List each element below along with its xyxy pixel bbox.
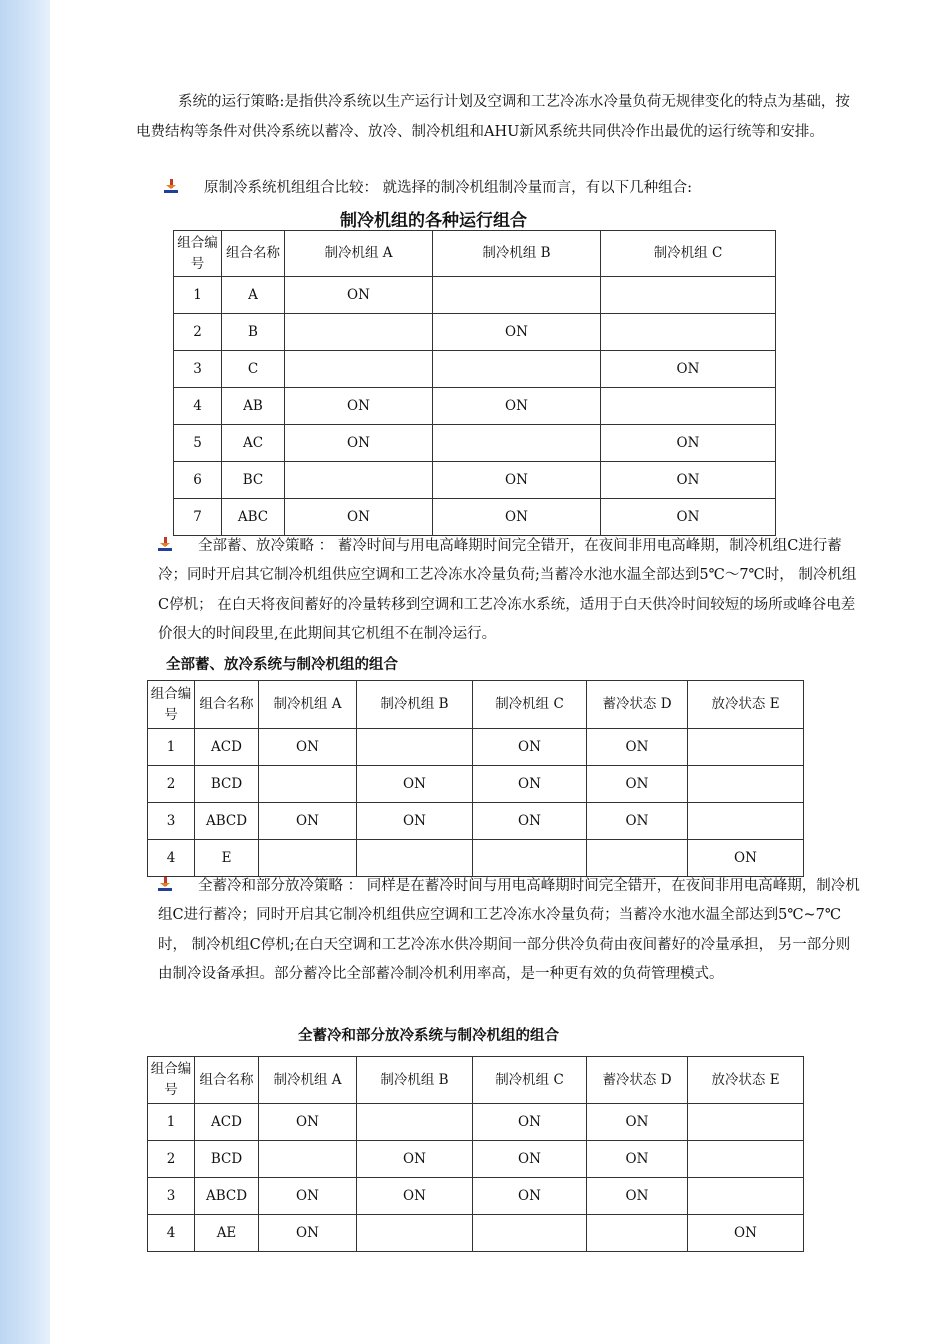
table-cell bbox=[285, 351, 433, 388]
table-row bbox=[148, 1178, 804, 1215]
table-cell bbox=[688, 803, 804, 840]
header-cell: 制冷机组 B bbox=[357, 681, 473, 729]
table-cell: AE bbox=[195, 1215, 259, 1252]
header-cell: 组合编号 bbox=[174, 231, 222, 277]
table-cell: ON bbox=[473, 1178, 587, 1215]
table-row bbox=[174, 388, 776, 425]
table-cell bbox=[259, 1141, 357, 1178]
table-cell bbox=[357, 729, 473, 766]
table-row bbox=[174, 314, 776, 351]
table-cell: 1 bbox=[174, 277, 222, 314]
table-cell bbox=[587, 840, 688, 877]
table-partial-storage-combinations bbox=[147, 1056, 804, 1252]
table-cell: ON bbox=[285, 388, 433, 425]
table-row bbox=[148, 840, 804, 877]
table-cell: ON bbox=[433, 388, 601, 425]
table1-title: 制冷机组的各种运行组合 bbox=[340, 211, 527, 231]
table-cell bbox=[688, 766, 804, 803]
table-cell: ON bbox=[285, 499, 433, 536]
table-cell: E bbox=[195, 840, 259, 877]
table-cell: ON bbox=[259, 803, 357, 840]
table-cell: ON bbox=[285, 277, 433, 314]
table-cell: ON bbox=[587, 766, 688, 803]
header-cell: 制冷机组 C bbox=[473, 1057, 587, 1104]
table-cell: ON bbox=[473, 803, 587, 840]
table-unit-combinations bbox=[173, 230, 776, 536]
table-cell bbox=[285, 314, 433, 351]
table-cell: 5 bbox=[174, 425, 222, 462]
table-cell bbox=[357, 1215, 473, 1252]
table-cell bbox=[688, 1104, 804, 1141]
table-cell: 3 bbox=[174, 351, 222, 388]
table-cell: ON bbox=[601, 351, 776, 388]
table-cell: 2 bbox=[148, 766, 195, 803]
table-cell: ON bbox=[259, 1178, 357, 1215]
table-cell bbox=[601, 277, 776, 314]
table-row bbox=[174, 499, 776, 536]
table-cell bbox=[688, 1178, 804, 1215]
intro-paragraph: 系统的运行策略:是指供冷系统以生产运行计划及空调和工艺冷冻水冷量负荷无规律变化的特点为基础，按电费结构等条件对供冷系统以蓄冷、放冷、制冷机组和AHU新风系统共同供冷作出最优的运行统等和安排。 bbox=[136, 94, 850, 140]
table-cell: ON bbox=[357, 1141, 473, 1178]
table-cell: ON bbox=[688, 840, 804, 877]
table-row bbox=[148, 1104, 804, 1141]
table-cell: ON bbox=[357, 803, 473, 840]
header-cell: 放冷状态 E bbox=[688, 681, 804, 729]
header-cell: 制冷机组 B bbox=[357, 1057, 473, 1104]
table-cell: ON bbox=[357, 1178, 473, 1215]
table-header-row bbox=[148, 681, 804, 729]
bullet-full-storage bbox=[158, 532, 860, 649]
table-cell: 3 bbox=[148, 1178, 195, 1215]
header-cell: 蓄冷状态 D bbox=[587, 681, 688, 729]
table-header-row bbox=[148, 1057, 804, 1104]
table-cell: ON bbox=[473, 729, 587, 766]
table-cell: ON bbox=[587, 1141, 688, 1178]
table-row bbox=[148, 1141, 804, 1178]
header-cell: 制冷机组 C bbox=[601, 231, 776, 277]
table-cell bbox=[285, 462, 433, 499]
table-cell: AC bbox=[222, 425, 285, 462]
table-cell: 1 bbox=[148, 1104, 195, 1141]
table-row bbox=[174, 277, 776, 314]
header-cell: 蓄冷状态 D bbox=[587, 1057, 688, 1104]
table-cell: ON bbox=[473, 1141, 587, 1178]
table-cell bbox=[433, 351, 601, 388]
table-cell: ON bbox=[259, 729, 357, 766]
table-cell: ABCD bbox=[195, 803, 259, 840]
table-cell: BCD bbox=[195, 766, 259, 803]
header-cell: 制冷机组 A bbox=[259, 681, 357, 729]
header-cell: 组合名称 bbox=[195, 681, 259, 729]
bullet-arrow-icon bbox=[158, 877, 172, 891]
bullet-arrow-icon bbox=[164, 179, 178, 193]
table-cell: 4 bbox=[174, 388, 222, 425]
header-cell: 制冷机组 A bbox=[285, 231, 433, 277]
table-cell: ON bbox=[587, 1104, 688, 1141]
table-full-storage-combinations bbox=[147, 680, 804, 877]
table-row bbox=[148, 766, 804, 803]
table-cell: ON bbox=[259, 1215, 357, 1252]
table-row bbox=[148, 1215, 804, 1252]
table-cell: BCD bbox=[195, 1141, 259, 1178]
table-cell: AB bbox=[222, 388, 285, 425]
table-header-row bbox=[174, 231, 776, 277]
header-cell: 组合编号 bbox=[148, 1057, 195, 1104]
table-row bbox=[148, 803, 804, 840]
table-cell bbox=[688, 729, 804, 766]
table-cell: ON bbox=[259, 1104, 357, 1141]
table-cell bbox=[357, 1104, 473, 1141]
bullet-arrow-icon bbox=[158, 537, 172, 551]
table-cell: ON bbox=[601, 462, 776, 499]
table-cell: BC bbox=[222, 462, 285, 499]
table-cell bbox=[601, 388, 776, 425]
table-cell bbox=[357, 840, 473, 877]
header-cell: 组合名称 bbox=[195, 1057, 259, 1104]
table-cell: 2 bbox=[148, 1141, 195, 1178]
table-cell bbox=[601, 314, 776, 351]
table-cell: B bbox=[222, 314, 285, 351]
header-cell: 放冷状态 E bbox=[688, 1057, 804, 1104]
table-cell: 6 bbox=[174, 462, 222, 499]
table-cell: ON bbox=[433, 462, 601, 499]
table-row bbox=[174, 425, 776, 462]
table-cell: ON bbox=[433, 314, 601, 351]
left-decorative-bar bbox=[0, 0, 50, 1344]
header-cell: 制冷机组 B bbox=[433, 231, 601, 277]
table-cell bbox=[587, 1215, 688, 1252]
table-cell: ACD bbox=[195, 1104, 259, 1141]
table-cell bbox=[473, 1215, 587, 1252]
table-cell: ON bbox=[587, 1178, 688, 1215]
table-cell: ON bbox=[601, 499, 776, 536]
table-row bbox=[148, 729, 804, 766]
table-cell: 3 bbox=[148, 803, 195, 840]
table-cell: 7 bbox=[174, 499, 222, 536]
table-cell: ABC bbox=[222, 499, 285, 536]
table-cell bbox=[259, 766, 357, 803]
table-cell bbox=[473, 840, 587, 877]
table2-title: 全部蓄、放冷系统与制冷机组的组合 bbox=[166, 657, 398, 673]
table-cell: 4 bbox=[148, 1215, 195, 1252]
table-row bbox=[174, 462, 776, 499]
table-cell: ACD bbox=[195, 729, 259, 766]
header-cell: 组合编号 bbox=[148, 681, 195, 729]
table-cell: 2 bbox=[174, 314, 222, 351]
bullet-partial-storage-text: 全蓄冷和部分放冷策略 ： 同样是在蓄冷时间与用电高峰期时间完全错开，在夜间非用电高峰期，制冷机组C进行蓄冷；同时开启其它制冷机组供应空调和工艺冷冻水冷量负荷；当蓄冷水池水温全部达到5℃~7℃时， 制冷机组C停机;在白天空调和工艺冷冻水供冷期间一部分供冷负荷由夜间蓄好的冷量承担， 另一部分则由制冷设备承担。部分蓄冷比全部蓄冷制冷机利用率高，是一种更有效的负荷管理模式。 bbox=[158, 878, 860, 982]
header-cell: 制冷机组 A bbox=[259, 1057, 357, 1104]
table-row bbox=[174, 351, 776, 388]
table-cell: ON bbox=[688, 1215, 804, 1252]
table-cell bbox=[688, 1141, 804, 1178]
table-cell: ON bbox=[587, 803, 688, 840]
table-cell: ON bbox=[473, 1104, 587, 1141]
table-cell bbox=[433, 425, 601, 462]
table-cell: ON bbox=[285, 425, 433, 462]
table-cell: 1 bbox=[148, 729, 195, 766]
bullet-partial-storage bbox=[158, 872, 860, 989]
table-cell: ON bbox=[587, 729, 688, 766]
header-cell: 制冷机组 C bbox=[473, 681, 587, 729]
bullet-unit-comparison-text: 原制冷系统机组组合比较： 就选择的制冷机组制冷量而言，有以下几种组合: bbox=[204, 180, 692, 196]
table-cell: ON bbox=[473, 766, 587, 803]
bullet-unit-comparison bbox=[164, 174, 864, 203]
table-cell: C bbox=[222, 351, 285, 388]
table-cell: 4 bbox=[148, 840, 195, 877]
table-cell: ON bbox=[601, 425, 776, 462]
table-cell: ON bbox=[433, 499, 601, 536]
table-cell: ABCD bbox=[195, 1178, 259, 1215]
header-cell: 组合名称 bbox=[222, 231, 285, 277]
table-cell bbox=[433, 277, 601, 314]
bullet-full-storage-text: 全部蓄、放冷策略 ： 蓄冷时间与用电高峰期时间完全错开，在夜间非用电高峰期，制冷机组C进行蓄冷；同时开启其它制冷机组供应空调和工艺冷冻水冷量负荷;当蓄冷水池水温全部达到5℃～7℃时， 制冷机组C停机； 在白天将夜间蓄好的冷量转移到空调和工艺冷冻水系统，适用于白天供冷时间较短的场所或峰谷电差价很大的时间段里,在此期间其它机组不在制冷运行。 bbox=[158, 538, 857, 642]
table-cell bbox=[259, 840, 357, 877]
table3-title: 全蓄冷和部分放冷系统与制冷机组的组合 bbox=[298, 1028, 559, 1044]
table-cell: A bbox=[222, 277, 285, 314]
table-cell: ON bbox=[357, 766, 473, 803]
